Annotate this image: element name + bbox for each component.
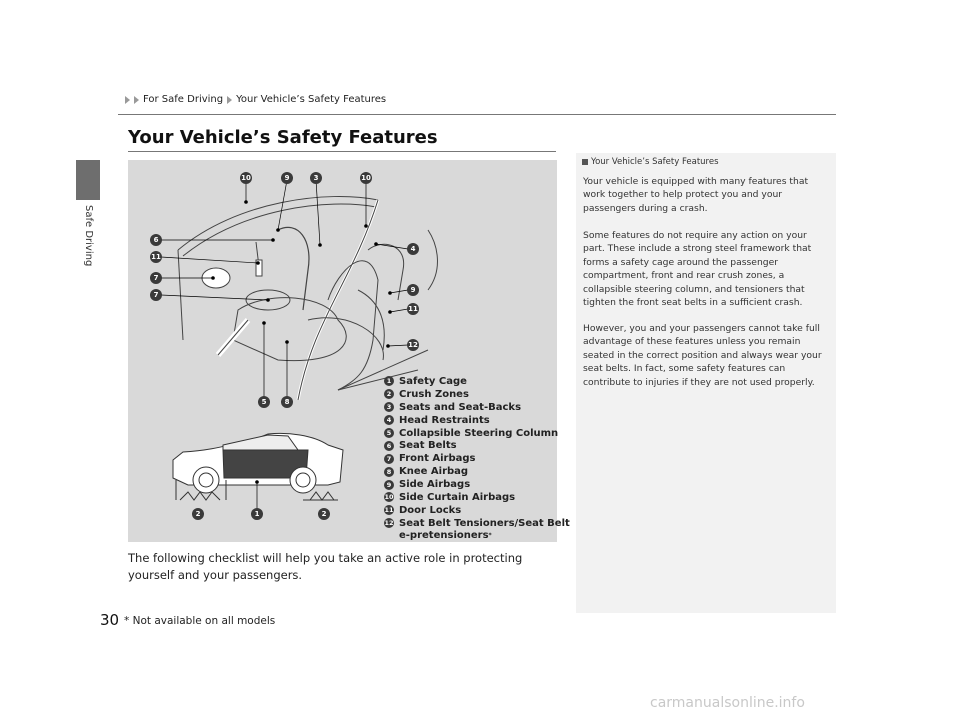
note-marker-icon xyxy=(582,159,588,165)
callout-badge: 7 xyxy=(150,272,162,284)
callout-badge: 10 xyxy=(361,174,371,182)
legend-item xyxy=(384,401,570,414)
legend-label: Door Locks xyxy=(399,504,462,516)
legend-item xyxy=(384,439,570,452)
callout-badge: 3 xyxy=(310,172,322,184)
legend-item xyxy=(384,388,570,401)
legend-label: Knee Airbag xyxy=(399,466,469,478)
page-number: 30 xyxy=(100,611,120,629)
sidebar-tab-marker xyxy=(76,160,100,200)
legend-continuation-text: e-pretensioners xyxy=(399,530,489,542)
callout-badge: 8 xyxy=(281,396,293,408)
legend-item xyxy=(384,517,570,530)
side-note-heading-text: Your Vehicle’s Safety Features xyxy=(591,157,719,167)
legend-label: Seat Belt Tensioners/Seat Belt xyxy=(399,517,570,529)
legend-label: Collapsible Steering Column xyxy=(399,427,559,439)
legend-number: 11 xyxy=(384,506,394,515)
legend-item xyxy=(384,478,570,491)
legend-item xyxy=(384,491,570,504)
breadcrumb-item[interactable]: Your Vehicle’s Safety Features xyxy=(236,94,387,105)
legend-label: Side Airbags xyxy=(399,479,471,491)
side-note-paragraph: Your vehicle is equipped with many features that work together to help protect you and your passengers during a crash. xyxy=(583,176,809,214)
sidebar-section-label xyxy=(80,205,96,285)
header-rule xyxy=(118,114,836,115)
breadcrumb-arrow-icon xyxy=(227,96,232,104)
legend-number: 9 xyxy=(384,480,394,490)
callout-badge: 11 xyxy=(408,305,418,313)
callout-badge: 12 xyxy=(408,341,418,349)
callout-badge: 2 xyxy=(192,508,204,520)
legend-number: 12 xyxy=(384,519,394,528)
callout-badge: 7 xyxy=(150,289,162,301)
legend-number: 10 xyxy=(384,493,394,502)
callout-badge: 11 xyxy=(151,253,161,261)
callout-badge: 1 xyxy=(251,508,263,520)
legend-number: 3 xyxy=(384,402,394,412)
legend-number: 2 xyxy=(384,389,394,399)
legend-label: Safety Cage xyxy=(399,375,467,387)
breadcrumb xyxy=(125,94,386,105)
legend-label: Seats and Seat-Backs xyxy=(399,401,522,413)
legend-label: Seat Belts xyxy=(399,440,457,452)
breadcrumb-arrow-icon xyxy=(134,96,139,104)
legend-number: 4 xyxy=(384,415,394,425)
footnote: * Not available on all models xyxy=(124,615,276,627)
legend-number: 1 xyxy=(384,376,394,386)
side-note-paragraph: However, you and your passengers cannot take full advantage of these features unless you remain seated in the correct position and always wear your seat belts. In fact, some safety features can contribute to injuries if they are not used properly. xyxy=(583,323,822,388)
legend-item xyxy=(384,375,570,388)
figure-legend xyxy=(384,375,570,542)
callout-badge: 10 xyxy=(241,174,251,182)
callout-badge: 5 xyxy=(258,396,270,408)
legend-item xyxy=(384,504,570,517)
callout-badge: 2 xyxy=(318,508,330,520)
legend-label: Front Airbags xyxy=(399,453,476,465)
page-title: Your Vehicle’s Safety Features xyxy=(128,127,438,148)
title-rule xyxy=(128,151,556,152)
legend-number: 5 xyxy=(384,428,394,438)
legend-number: 7 xyxy=(384,454,394,464)
body-paragraph: The following checklist will help you take an active role in protecting yourself and your passengers. xyxy=(128,551,523,582)
side-note-paragraph: Some features do not require any action on your part. These include a strong steel framework that forms a safety cage around the passenger compartment, front and rear crush zones, a collapsible steering column, and tensioners that tighten the front seat belts in a sufficient crash. xyxy=(583,230,812,309)
callout-badge: 4 xyxy=(407,243,419,255)
sidebar-label-text: Safe Driving xyxy=(83,205,94,267)
legend-item xyxy=(384,452,570,465)
legend-label: Crush Zones xyxy=(399,388,469,400)
legend-continuation xyxy=(384,530,570,542)
callout-badge: 9 xyxy=(407,284,419,296)
callout-badge: 6 xyxy=(150,234,162,246)
watermark-text: carmanualsonline.info xyxy=(650,695,805,711)
legend-item xyxy=(384,414,570,427)
asterisk-mark: * xyxy=(488,532,492,540)
breadcrumb-item[interactable]: For Safe Driving xyxy=(143,94,224,105)
callout-badge: 9 xyxy=(281,172,293,184)
legend-number: 8 xyxy=(384,467,394,477)
legend-label: Side Curtain Airbags xyxy=(399,491,516,503)
legend-item xyxy=(384,465,570,478)
legend-label: Head Restraints xyxy=(399,414,490,426)
side-note-heading xyxy=(582,157,719,167)
legend-number: 6 xyxy=(384,441,394,451)
breadcrumb-arrow-icon xyxy=(125,96,130,104)
legend-item xyxy=(384,427,570,440)
